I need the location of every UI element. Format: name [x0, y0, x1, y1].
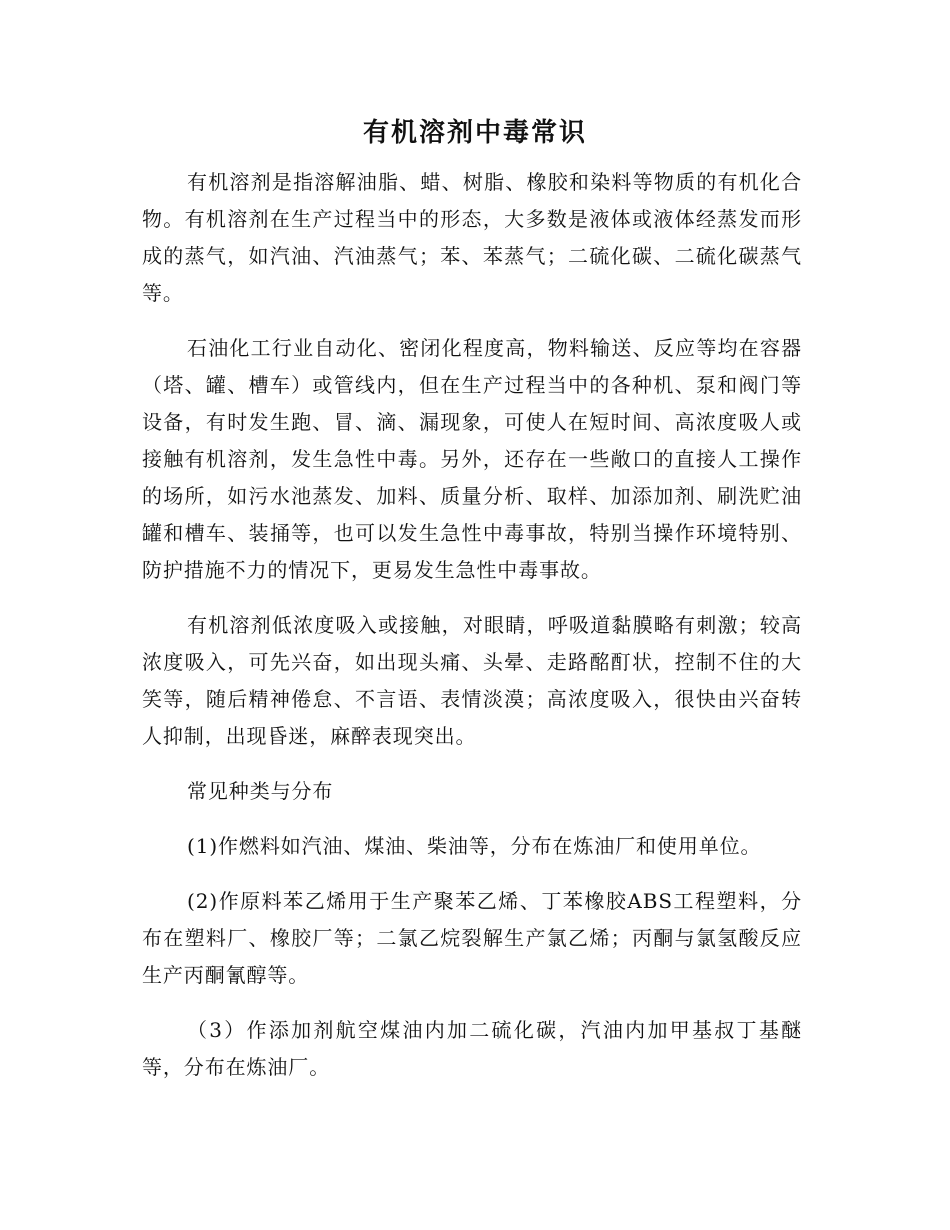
paragraph-definition: 有机溶剂是指溶解油脂、蜡、树脂、橡胶和染料等物质的有机化合物。有机溶剂在生产过程当中的形态，大多数是液体或液体经蒸发而形成的蒸气，如汽油、汽油蒸气；苯、苯蒸气；二硫化碳、二硫化碳蒸气等。 [142, 170, 802, 305]
paragraph-symptoms: 有机溶剂低浓度吸入或接触，对眼睛，呼吸道黏膜略有刺激；较高浓度吸入，可先兴奋，如出现头痛、头晕、走路酩酊状，控制不住的大笑等，随后精神倦怠、不言语、表情淡漠；高浓度吸入，很快由兴奋转人抑制，出现昏迷，麻醉表现突出。 [142, 613, 802, 748]
document-body [142, 164, 802, 1104]
paragraph-petrochemical-risk: 石油化工行业自动化、密闭化程度高，物料输送、反应等均在容器（塔、罐、槽车）或管线内，但在生产过程当中的各种机、泵和阀门等设备，有时发生跑、冒、滴、漏现象，可使人在短时间、高浓度吸人或接触有机溶剂，发生急性中毒。另外，还存在一些敞口的直接人工操作的场所，如污水池蒸发、加料、质量分析、取样、加添加剂、刷洗贮油罐和槽车、装捅等，也可以发生急性中毒事故，特别当操作环境特别、防护措施不力的情况下，更易发生急性中毒事故。 [142, 336, 802, 582]
section-heading-types: 常见种类与分布 [187, 779, 334, 803]
list-item-raw-material: (2)作原料苯乙烯用于生产聚苯乙烯、丁苯橡胶ABS工程塑料，分布在塑料厂、橡胶厂等；二氯乙烷裂解生产氯乙烯；丙酮与氯氢酸反应生产丙酮氰醇等。 [142, 889, 802, 987]
list-item-additive: （3）作添加剂航空煤油内加二硫化碳，汽油内加甲基叔丁基醚等，分布在炼油厂。 [142, 1018, 802, 1079]
document-title: 有机溶剂中毒常识 [362, 118, 587, 148]
list-item-fuel: (1)作燃料如汽油、煤油、柴油等，分布在炼油厂和使用单位。 [187, 834, 762, 858]
